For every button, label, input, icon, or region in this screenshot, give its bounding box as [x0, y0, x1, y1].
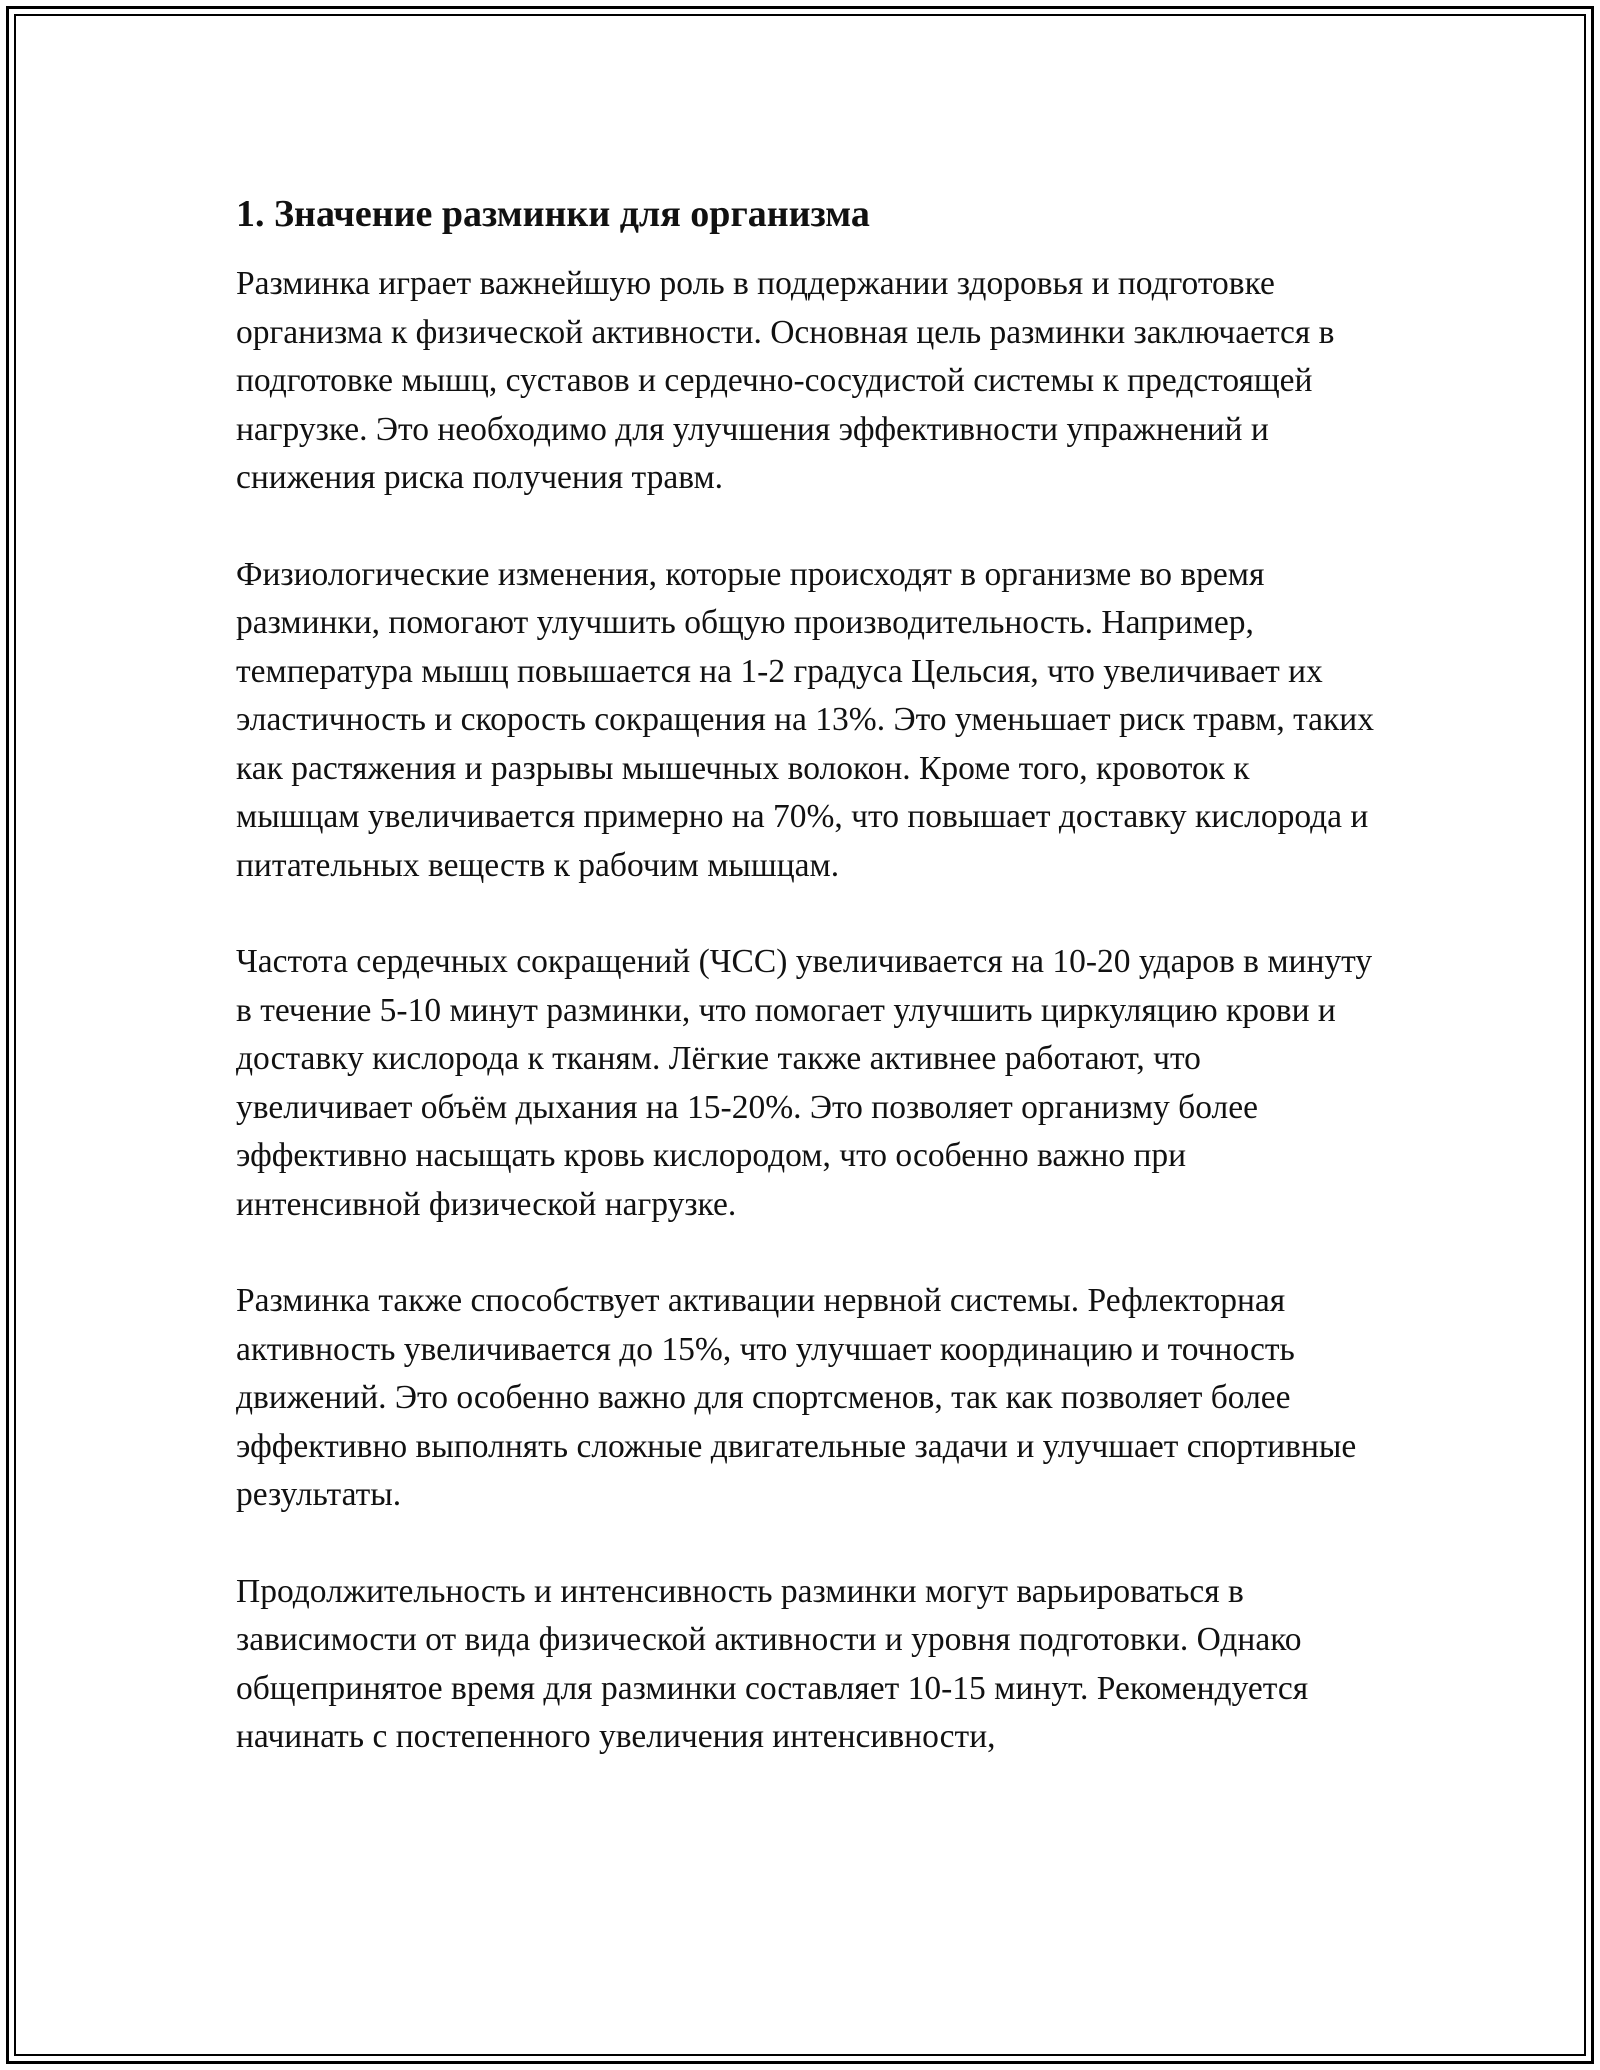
paragraph-physiological-changes: Физиологические изменения, которые происходят в организме во время разминки, помогают улучшить общую производительность. Например, температура мышц повышается на 1-2 градуса Цельсия, что увеличивает их эластичность и скорость сокращения на 13%. Это уменьшает риск травм, таких как растяжения и разрывы мышечных волокон. Кроме того, кровоток к мышцам увеличивается примерно на 70%, что повышает доставку кислорода и питательных веществ к рабочим мышцам. — [236, 555, 1374, 884]
section-title: 1. Значение разминки для организма — [236, 193, 870, 235]
paragraph-heart-rate: Частота сердечных сокращений (ЧСС) увеличивается на 10-20 ударов в минуту в течение 5-10 минут разминки, что помогает улучшить циркуляцию крови и доставку кислорода к тканям. Лёгкие также активнее работают, что увеличивает объём дыхания на 15-20%. Это позволяет организму более эффективно насыщать кровь кислородом, что особенно важно при интенсивной физической нагрузке. — [236, 943, 1373, 1223]
paragraph-warmup-role: Разминка играет важнейшую роль в поддержании здоровья и подготовке организма к физической активности. Основная цель разминки заключается в подготовке мышц, суставов и сердечно-сосудистой системы к предстоящей нагрузке. Это необходимо для улучшения эффективности упражнений и снижения риска получения травм. — [236, 265, 1335, 496]
paragraph-duration: Продолжительность и интенсивность разминки могут варьироваться в зависимости от вида физической активности и уровня подготовки. Однако общепринятое время для разминки составляет 10-15 минут. Рекомендуется начинать с постепенного увеличения интенсивности, — [236, 1572, 1309, 1755]
paragraph-nervous-system: Разминка также способствует активации нервной системы. Рефлекторная активность увеличивается до 15%, что улучшает координацию и точность движений. Это особенно важно для спортсменов, так как позволяет более эффективно выполнять сложные двигательные задачи и улучшает спортивные результаты. — [236, 1282, 1357, 1513]
document-body — [236, 186, 1376, 1810]
